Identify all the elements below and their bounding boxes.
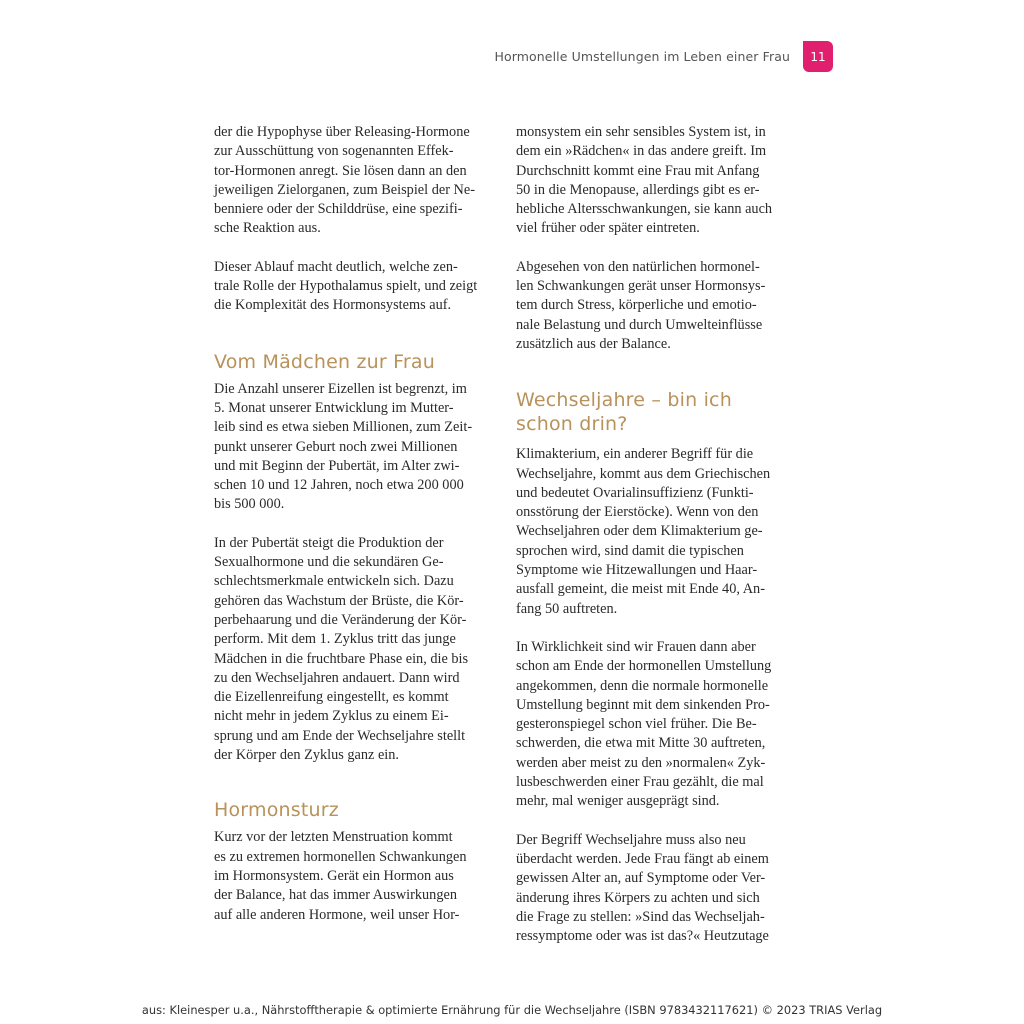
text-line: schwerden, die etwa mit Mitte 30 auftreten, [516, 735, 766, 752]
text-line: Kurz vor der letzten Menstruation kommt [214, 829, 453, 846]
text-line: die Komplexität des Hormonsystems auf. [214, 297, 452, 314]
text-line: Umstellung beginnt mit dem sinkenden Pro- [516, 696, 770, 713]
text-line: perform. Mit dem 1. Zyklus tritt das junge [214, 631, 456, 648]
text-line: mehr, mal weniger ausgeprägt sind. [516, 793, 720, 810]
text-line: im Hormonsystem. Gerät ein Hormon aus [214, 867, 454, 884]
text-line: änderung ihres Körpers zu achten und sich [516, 889, 760, 906]
paragraph [214, 828, 496, 924]
text-line: Die Anzahl unserer Eizellen ist begrenzt, im [214, 380, 467, 397]
text-line: bis 500 000. [214, 496, 285, 513]
text-line: 5. Monat unserer Entwicklung im Mutter- [214, 399, 454, 416]
source-footer: aus: Kleinesper u.a., Nährstofftherapie & optimierte Ernährung für die Wechseljahre (ISBN 9783432117621) © 2023 TRIAS Verlag [141, 1003, 883, 1017]
text-line: nale Belastung und durch Umwelteinflüsse [516, 316, 763, 333]
text-line: Symptome wie Hitzewallungen und Haar- [516, 562, 758, 579]
text-line: viel früher oder später eintreten. [516, 220, 700, 237]
text-line: die Frage zu stellen: »Sind das Wechseljah- [516, 908, 765, 925]
text-line: tem durch Stress, körperliche und emotio- [516, 297, 757, 314]
text-line: hebliche Altersschwankungen, sie kann auch [516, 201, 773, 218]
text-line: dem ein »Rädchen« in das andere greift. Im [516, 143, 767, 160]
text-line: der Körper den Zyklus ganz ein. [214, 747, 400, 764]
text-line: und mit Beginn der Pubertät, im Alter zwi- [214, 457, 460, 474]
text-line: nicht mehr in jedem Zyklus zu einem Ei- [214, 708, 449, 725]
text-line: schlechtsmerkmale entwickeln sich. Dazu [214, 573, 454, 590]
text-line: sprung und am Ende der Wechseljahre stellt [214, 727, 466, 744]
text-line: punkt unserer Geburt noch zwei Millionen [214, 438, 458, 455]
text-line: jeweiligen Zielorganen, zum Beispiel der Ne- [214, 181, 475, 198]
text-line: monsystem ein sehr sensibles System ist, in [516, 124, 766, 140]
text-line: tor-Hormonen anregt. Sie lösen dann an den [214, 162, 467, 179]
text-line: zur Ausschüttung von sogenannten Effek- [214, 143, 454, 160]
text-line: schon am Ende der hormonellen Umstellung [516, 658, 772, 675]
text-line: der Balance, hat das immer Auswirkungen [214, 887, 457, 904]
text-line: Dieser Ablauf macht deutlich, welche zen- [214, 258, 458, 275]
text-line: lusbeschwerden einer Frau gezählt, die mal [516, 774, 764, 791]
text-line: zusätzlich aus der Balance. [516, 335, 671, 352]
text-line: Wechseljahren oder dem Klimakterium ge- [516, 523, 763, 540]
text-line: Klimakterium, ein anderer Begriff für die [516, 446, 754, 463]
section-heading-wechseljahre [516, 388, 798, 436]
paragraph [214, 380, 496, 515]
text-line: Sexualhormone und die sekundären Ge- [214, 554, 444, 571]
paragraph [516, 123, 798, 239]
heading-line: schon drin? [516, 413, 628, 436]
text-line: In der Pubertät steigt die Produktion der [214, 534, 444, 551]
text-line: ausfall gemeint, die meist mit Ende 40, An- [516, 581, 765, 598]
text-line: ressymptome oder was ist das?« Heutzutage [516, 928, 769, 945]
text-line: es zu extremen hormonellen Schwankungen [214, 848, 467, 865]
heading-line: Wechseljahre – bin ich [516, 389, 732, 412]
text-line: auf alle anderen Hormone, weil unser Hor- [214, 906, 460, 923]
text-line: schen 10 und 12 Jahren, noch etwa 200 000 [214, 477, 464, 494]
text-line: werden aber meist zu den »normalen« Zyk- [516, 754, 766, 771]
text-line: fang 50 auftreten. [516, 600, 618, 617]
paragraph [214, 534, 496, 766]
section-heading-hormonsturz: Hormonsturz [214, 799, 339, 822]
text-line: 50 in die Menopause, allerdings gibt es er- [516, 181, 760, 198]
paragraph [516, 445, 798, 619]
text-line: onsstörung der Eierstöcke). Wenn von den [516, 504, 759, 521]
text-line: sprochen wird, sind damit die typischen [516, 542, 744, 559]
text-line: Abgesehen von den natürlichen hormonel- [516, 258, 760, 275]
text-line: gewissen Alter an, auf Symptome oder Ver- [516, 870, 766, 887]
running-header-title: Hormonelle Umstellungen im Leben einer Frau [494, 49, 790, 64]
text-line: leib sind es etwa sieben Millionen, zum Zeit- [214, 419, 473, 436]
text-line: Mädchen in die fruchtbare Phase ein, die bis [214, 650, 469, 667]
text-line: Wechseljahre, kommt aus dem Griechischen [516, 465, 771, 482]
text-line: überdacht werden. Jede Frau fängt ab einem [516, 850, 769, 867]
paragraph [516, 638, 798, 812]
text-line: Der Begriff Wechseljahre muss also neu [516, 831, 746, 848]
paragraph [214, 123, 496, 239]
paragraph [214, 258, 496, 316]
text-line: sche Reaktion aus. [214, 220, 321, 237]
left-column [214, 123, 496, 925]
text-line: benniere oder der Schilddrüse, eine spezifi- [214, 201, 463, 218]
text-line: angekommen, denn die normale hormonelle [516, 677, 769, 694]
page-number-badge: 11 [803, 41, 833, 72]
text-line: zu den Wechseljahren andauert. Dann wird [214, 669, 460, 686]
text-line: len Schwankungen gerät unser Hormonsys- [516, 278, 766, 295]
text-line: und bedeutet Ovarialinsuffizienz (Funkti- [516, 484, 754, 501]
right-column [516, 123, 798, 946]
text-line: trale Rolle der Hypothalamus spielt, und zeigt [214, 278, 478, 295]
text-line: Durchschnitt kommt eine Frau mit Anfang [516, 162, 760, 179]
paragraph [516, 258, 798, 354]
text-line: perbehaarung und die Veränderung der Kör- [214, 611, 467, 628]
text-line: gesteronspiegel schon viel früher. Die Be- [516, 716, 757, 733]
section-heading-vom-maedchen: Vom Mädchen zur Frau [214, 350, 435, 373]
text-line: In Wirklichkeit sind wir Frauen dann aber [516, 638, 756, 655]
text-line: die Eizellenreifung eingestellt, es kommt [214, 689, 449, 706]
paragraph [516, 831, 798, 947]
text-line: gehören das Wachstum der Brüste, die Kör- [214, 592, 464, 609]
text-line: der die Hypophyse über Releasing-Hormone [214, 124, 470, 140]
